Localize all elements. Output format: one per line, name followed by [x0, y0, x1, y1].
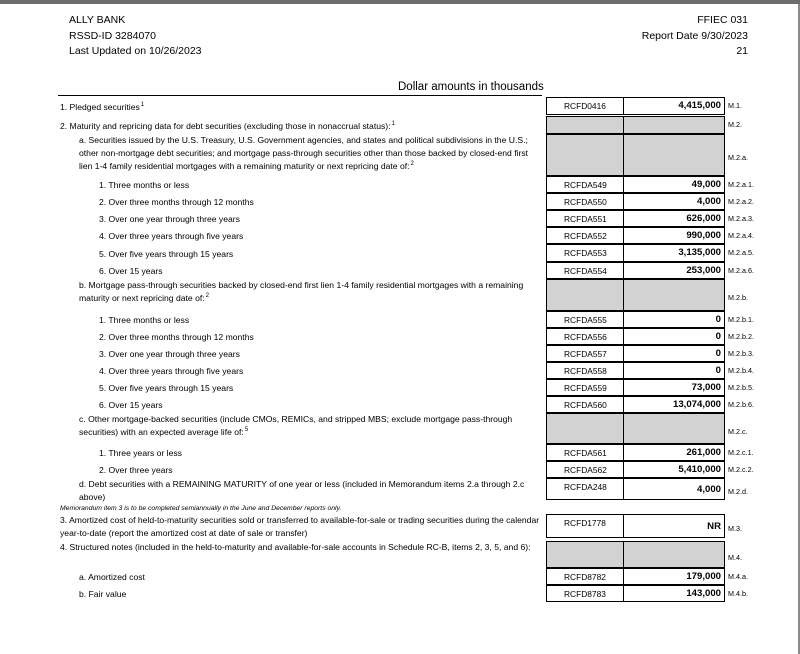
header-left [69, 14, 202, 61]
row-label [99, 365, 540, 378]
row-label [79, 588, 540, 601]
line-reference: M.2.a.1. [728, 180, 754, 189]
amount-cell: 4,415,000 [624, 97, 725, 115]
row-label-text: b. Fair value [79, 589, 127, 599]
form-number: FFIEC 031 [697, 14, 748, 26]
row-label [99, 447, 540, 460]
line-reference: M.4.b. [728, 589, 748, 598]
line-reference: M.2.a. [728, 153, 748, 162]
amount-cell: 73,000 [624, 379, 725, 396]
mdrm-code: RCFD0416 [546, 97, 624, 115]
mdrm-code: RCFDA559 [546, 379, 624, 396]
row-m2a3 [0, 210, 800, 227]
leader-dots [79, 597, 540, 598]
amount-cell: 253,000 [624, 262, 725, 279]
amount-cell: 626,000 [624, 210, 725, 227]
footnote-marker: 1 [140, 102, 145, 109]
line-reference: M.2.c.1. [728, 448, 754, 457]
line-reference: M.2.b.2. [728, 332, 754, 341]
leader-dots [79, 580, 540, 581]
row-m2a [0, 134, 800, 176]
row-label-text: 1. Pledged securities [60, 102, 140, 112]
amount-cell: 990,000 [624, 227, 725, 244]
line-reference: M.2.a.4. [728, 231, 754, 240]
mdrm-code: RCFDA552 [546, 227, 624, 244]
amount-cell: 49,000 [624, 176, 725, 193]
amount-cell [624, 413, 725, 444]
rssd-id: RSSD-ID 3284070 [69, 29, 156, 42]
row-label [79, 478, 540, 504]
row-m2c [0, 413, 800, 444]
row-m3 [0, 514, 800, 538]
row-label [99, 179, 540, 192]
footnote-marker: 2 [205, 293, 209, 300]
amount-cell: 0 [624, 345, 725, 362]
line-reference: M.2.d. [728, 487, 748, 496]
amount-cell: 0 [624, 362, 725, 379]
row-label-text: 1. Three years or less [99, 448, 182, 458]
row-label [60, 120, 540, 133]
footnote-marker: 1 [391, 121, 395, 128]
line-reference: M.1. [728, 101, 742, 110]
row-label [60, 514, 540, 540]
row-label [60, 101, 540, 114]
line-reference: M.2.a.3. [728, 214, 754, 223]
mdrm-code: RCFD8782 [546, 568, 624, 585]
row-label [99, 399, 540, 412]
mdrm-code: RCFD1778 [546, 514, 624, 538]
line-reference: M.3. [728, 524, 742, 533]
mdrm-code: RCFDA248 [546, 478, 624, 500]
report-date: Report Date 9/30/2023 [641, 29, 748, 42]
row-m4 [0, 541, 800, 568]
row-label [79, 571, 540, 584]
mdrm-code [546, 134, 624, 176]
row-label-text: 6. Over 15 years [99, 266, 163, 276]
amount-cell: 261,000 [624, 444, 725, 461]
row-label-text: 1. Three months or less [99, 315, 190, 325]
mdrm-code: RCFDA556 [546, 328, 624, 345]
amount-cell: 0 [624, 328, 725, 345]
mdrm-code [546, 116, 624, 134]
row-m2c2 [0, 461, 800, 478]
amount-cell: 5,410,000 [624, 461, 725, 478]
row-label-text: c. Other mortgage-backed securities (include CMOs, REMICs, and stripped MBS; exclude mortgage pass-through securities) with an expected average life of: [79, 414, 513, 437]
row-label [79, 279, 540, 305]
mdrm-code: RCFDA553 [546, 244, 624, 262]
line-reference: M.2.b.4. [728, 366, 754, 375]
row-label-text: 2. Over three years [99, 465, 173, 475]
row-m2b6 [0, 396, 800, 413]
row-m2c1 [0, 444, 800, 461]
amount-cell: NR [624, 514, 725, 538]
row-m4a [0, 568, 800, 585]
mdrm-code [546, 541, 624, 568]
row-label [99, 196, 540, 209]
line-reference: M.2.b.3. [728, 349, 754, 358]
line-reference: M.4.a. [728, 572, 748, 581]
line-reference: M.2.b.1. [728, 315, 754, 324]
line-reference: M.2.a.6. [728, 266, 754, 275]
footnote-marker: 2 [410, 161, 414, 168]
line-reference: M.2.b.6. [728, 400, 754, 409]
footnote-marker: 5 [244, 427, 249, 434]
header-right [642, 14, 748, 61]
row-m2a6 [0, 262, 800, 279]
mdrm-code: RCFDA562 [546, 461, 624, 478]
row-label-text: 2. Maturity and repricing data for debt securities (excluding those in nonaccrual status): [60, 121, 391, 131]
row-label-text: 1. Three months or less [99, 180, 190, 190]
row-m2b5 [0, 379, 800, 396]
line-reference: M.2.a.5. [728, 248, 754, 257]
row-m2a2 [0, 193, 800, 210]
row-label-text: 4. Over three years through five years [99, 366, 244, 376]
row-label-text: 4. Structured notes (included in the held-to-maturity and available-for-sale accounts in Schedule RC-B, items 2, 3, 5, and 6): [60, 542, 531, 552]
mdrm-code: RCFDA550 [546, 193, 624, 210]
row-m2d [0, 478, 800, 500]
row-m4b [0, 585, 800, 602]
viewer-top-edge [0, 0, 800, 4]
row-label-text: 3. Amortized cost of held-to-maturity securities sold or transferred to available-for-sale or trading securities during the calendar year-to-date (report the amortized cost at date of sale or transfer) [60, 515, 540, 538]
row-label-text: 2. Over three months through 12 months [99, 197, 254, 207]
bank-name: ALLY BANK [69, 14, 126, 26]
row-label-text: a. Securities issued by the U.S. Treasury, U.S. Government agencies, and states and political subdivisions in the U.S.; other non-mortgage debt securities; and mortgage pass-through securities other than those backed by closed-end first lien 1-4 family residential mortgages with a remaining maturity or next repricing date of: [79, 135, 529, 171]
row-label [79, 134, 540, 173]
amount-cell: 13,074,000 [624, 396, 725, 413]
row-label [99, 464, 540, 477]
row-m2b1 [0, 311, 800, 328]
line-reference: M.2.c.2. [728, 465, 754, 474]
line-reference: M.4. [728, 553, 742, 562]
amount-cell: 4,000 [624, 478, 725, 500]
row-m2b3 [0, 345, 800, 362]
units-caption: Dollar amounts in thousands [398, 81, 544, 93]
row-label [99, 248, 540, 261]
line-reference: M.2. [728, 120, 742, 129]
mdrm-code: RCFDA560 [546, 396, 624, 413]
row-label-text: 5. Over five years through 15 years [99, 383, 234, 393]
row-label-text: 4. Over three years through five years [99, 231, 244, 241]
line-reference: M.2.b.5. [728, 383, 754, 392]
row-label [60, 541, 540, 554]
row-label [99, 348, 540, 361]
row-label-text: d. Debt securities with a REMAINING MATURITY of one year or less (included in Memorandum items 2.a through 2.c above) [79, 479, 525, 502]
line-reference: M.2.b. [728, 293, 748, 302]
row-m1 [0, 97, 800, 115]
units-divider [58, 95, 542, 96]
row-m2a1 [0, 176, 800, 193]
row-label-text: 5. Over five years through 15 years [99, 249, 234, 259]
amount-cell: 4,000 [624, 193, 725, 210]
last-updated: Last Updated on 10/26/2023 [69, 45, 202, 57]
mdrm-code: RCFDA549 [546, 176, 624, 193]
page-number: 21 [736, 45, 748, 57]
mdrm-code [546, 413, 624, 444]
row-label-text: b. Mortgage pass-through securities backed by closed-end first lien 1-4 family residential mortgages with a remaining maturity or next repricing date of: [79, 280, 524, 303]
amount-cell [624, 116, 725, 134]
row-label-text: a. Amortized cost [79, 572, 145, 582]
mdrm-code [546, 279, 624, 311]
amount-cell: 0 [624, 311, 725, 328]
row-m2b4 [0, 362, 800, 379]
amount-cell: 143,000 [624, 585, 725, 602]
mdrm-code: RCFDA554 [546, 262, 624, 279]
amount-cell [624, 279, 725, 311]
row-label-text: 6. Over 15 years [99, 400, 163, 410]
mdrm-code: RCFDA558 [546, 362, 624, 379]
amount-cell [624, 541, 725, 568]
leader-dots [99, 274, 540, 275]
line-reference: M.2.c. [728, 427, 748, 436]
row-m2a5 [0, 244, 800, 262]
amount-cell: 179,000 [624, 568, 725, 585]
row-label [99, 213, 540, 226]
mdrm-code: RCFDA561 [546, 444, 624, 461]
row-label-text: 3. Over one year through three years [99, 214, 240, 224]
mdrm-code: RCFD8783 [546, 585, 624, 602]
amount-cell [624, 134, 725, 176]
row-m2b [0, 279, 800, 311]
row-label [99, 265, 540, 278]
mdrm-code: RCFDA557 [546, 345, 624, 362]
row-label [99, 230, 540, 243]
row-m2 [0, 116, 800, 134]
row-m2b2 [0, 328, 800, 345]
leader-dots [99, 408, 540, 409]
row-label [99, 331, 540, 344]
row-label [99, 314, 540, 327]
row-label-text: 3. Over one year through three years [99, 349, 240, 359]
mdrm-code: RCFDA551 [546, 210, 624, 227]
amount-cell: 3,135,000 [624, 244, 725, 262]
memo-note: Memorandum item 3 is to be completed semiannually in the June and December reports only. [60, 505, 342, 512]
row-m2a4 [0, 227, 800, 244]
row-label [79, 413, 540, 439]
row-label [99, 382, 540, 395]
line-reference: M.2.a.2. [728, 197, 754, 206]
row-label-text: 2. Over three months through 12 months [99, 332, 254, 342]
mdrm-code: RCFDA555 [546, 311, 624, 328]
